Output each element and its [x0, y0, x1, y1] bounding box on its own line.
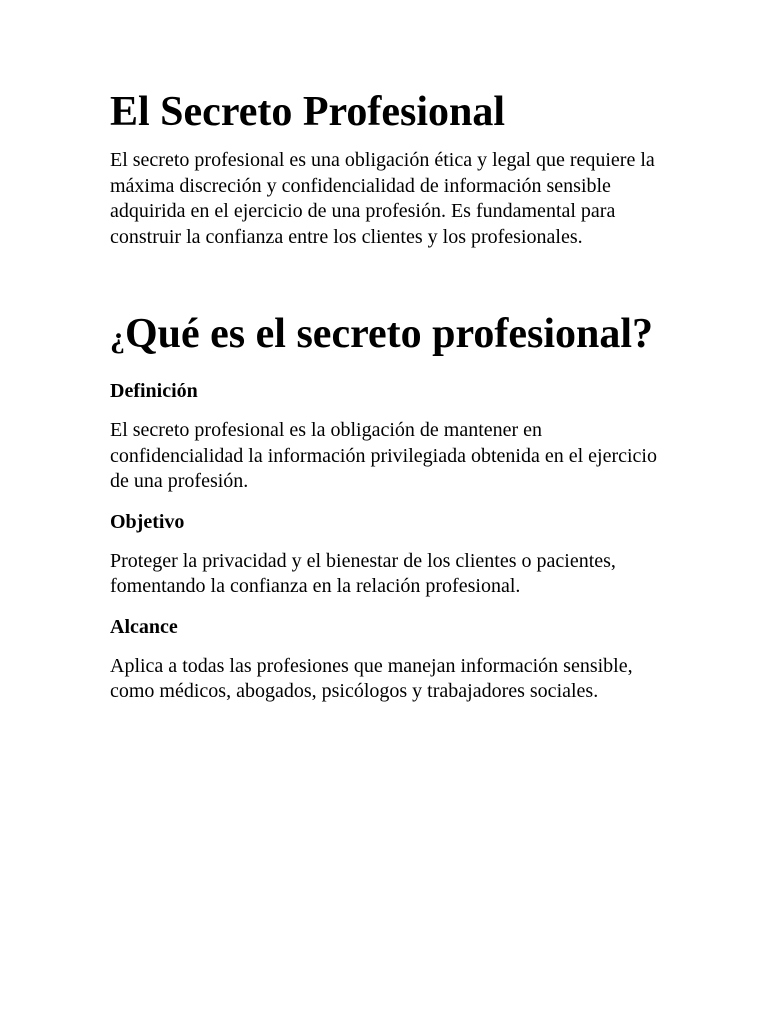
section-heading-mark: ¿ — [110, 321, 125, 354]
definition-block — [110, 378, 670, 495]
definition-label: Definición — [110, 380, 198, 402]
objective-text: Proteger la privacidad y el bienestar de los clientes o pacientes, fomentando la confianza en la relación profesional. — [110, 549, 616, 597]
scope-label: Alcance — [110, 615, 178, 638]
scope-text: Aplica a todas las profesiones que manejan información sensible, como médicos, abogados, psicólogos y trabajadores sociales. — [110, 654, 633, 702]
document-title: El Secreto Profesional — [110, 89, 506, 135]
objective-block — [110, 509, 670, 600]
section-heading-text: Qué es el secreto profesional? — [125, 311, 654, 357]
objective-label: Objetivo — [110, 510, 185, 533]
section-heading — [110, 308, 670, 364]
intro-paragraph: El secreto profesional es una obligación ética y legal que requiere la máxima discreción y confidencialidad de información sensible adquirida en el ejercicio de una profesión. Es fundamental para construir la confianza entre los clientes y los profesionales. — [110, 149, 655, 248]
scope-block — [110, 614, 670, 705]
definition-text: El secreto profesional es la obligación de mantener en confidencialidad la información privilegiada obtenida en el ejercicio de una profesión. — [110, 419, 657, 492]
document-page — [110, 86, 670, 705]
